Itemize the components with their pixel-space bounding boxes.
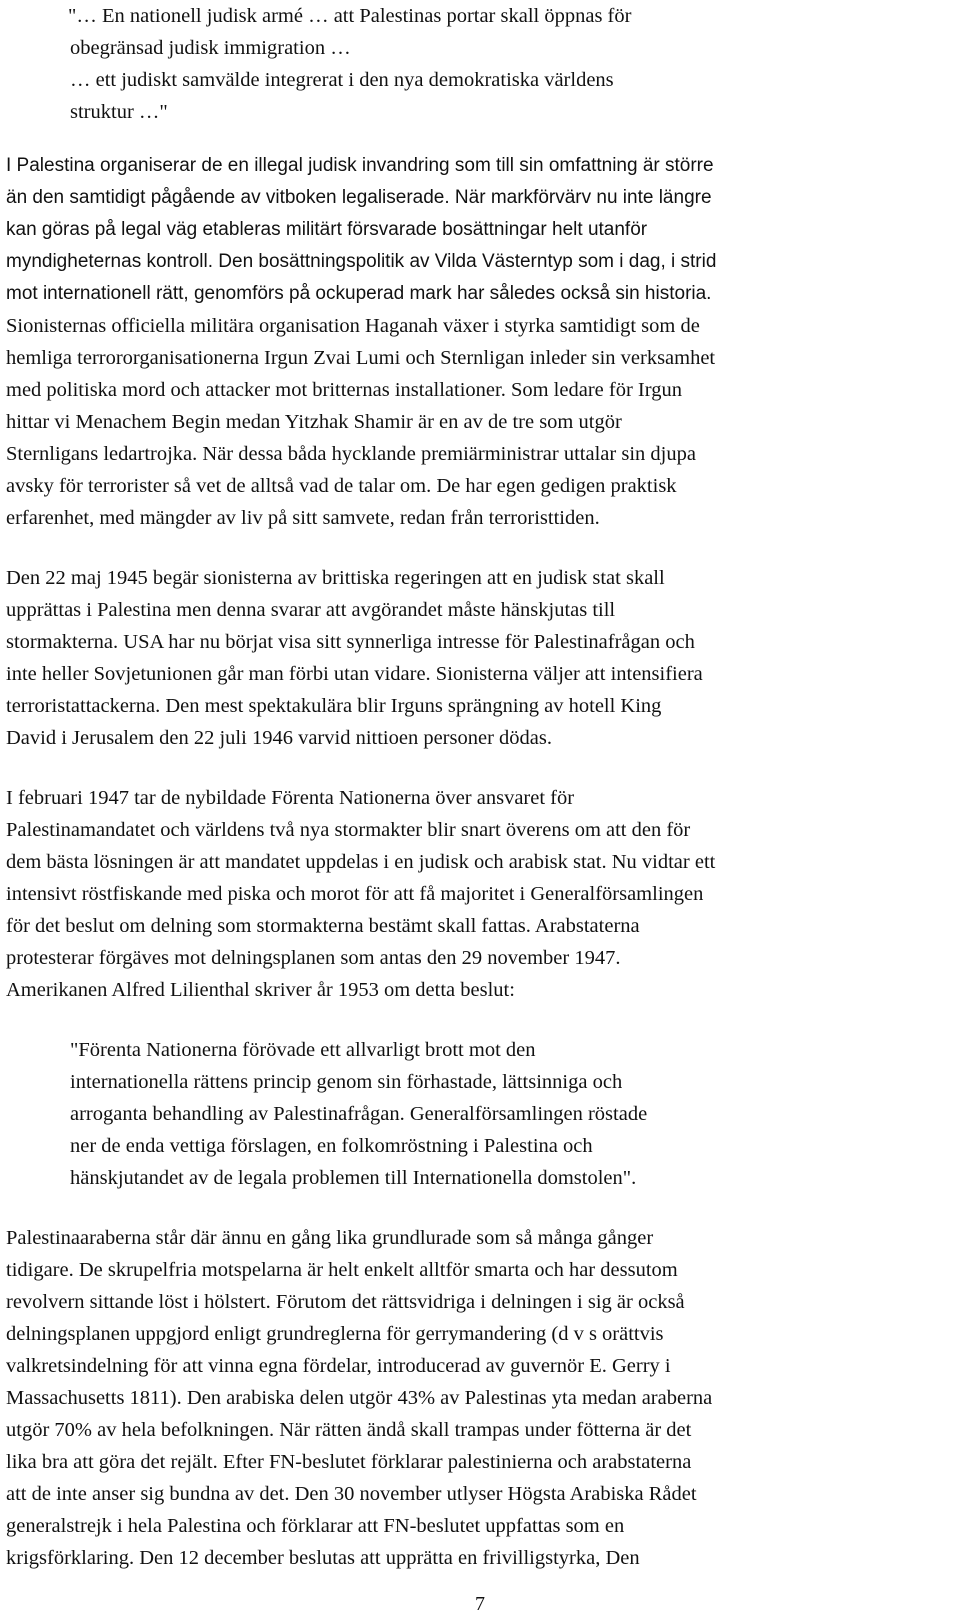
paragraph-line: inte heller Sovjetunionen går man förbi utan vidare. Sionisterna väljer att intensifiera: [6, 663, 703, 685]
paragraph-line: I februari 1947 tar de nybildade Förenta Nationerna över ansvaret för: [6, 787, 575, 809]
paragraph-line: protesterar förgäves mot delningsplanen som antas den 29 november 1947.: [6, 947, 621, 969]
paragraph-line: tidigare. De skrupelfria motspelarna är helt enkelt alltför smarta och har dessutom: [6, 1259, 678, 1281]
paragraph-2: [6, 562, 906, 754]
block-quote-line: ner de enda vettiga förslagen, en folkomröstning i Palestina och: [70, 1135, 593, 1157]
paragraph-line: hemliga terrororganisationerna Irgun Zvai Lumi och Sternligan inleder sin verksamhet: [6, 347, 716, 369]
paragraph-line: I Palestina organiserar de en illegal judisk invandring som till sin omfattning är större: [6, 155, 714, 176]
paragraph-line: delningsplanen uppgjord enligt grundreglerna för gerrymandering (d v s orättvis: [6, 1323, 664, 1345]
paragraph-line: Sionisternas officiella militära organisation Haganah växer i styrka samtidigt som de: [6, 315, 700, 337]
paragraph-line: David i Jerusalem den 22 juli 1946 varvid nittioen personer dödas.: [6, 727, 552, 749]
block-quote-line: arroganta behandling av Palestinafrågan. Generalförsamlingen röstade: [70, 1103, 648, 1125]
paragraph-line: kan göras på legal väg etableras militärt försvarade bosättningar helt utanför: [6, 219, 648, 240]
paragraph-line: hittar vi Menachem Begin medan Yitzhak Shamir är en av de tre som utgör: [6, 411, 622, 433]
paragraph-line: utgör 70% av hela befolkningen. När rätten ändå skall trampas under fötterna är det: [6, 1419, 692, 1441]
paragraph-line: valkretsindelning för att vinna egna fördelar, introducerad av guvernör E. Gerry i: [6, 1355, 671, 1377]
paragraph-line: Palestinamandatet och världens två nya stormakter blir snart överens om att den för: [6, 819, 691, 841]
paragraph-line: generalstrejk i hela Palestina och förklarar att FN-beslutet uppfattas som en: [6, 1515, 625, 1537]
paragraph-line: Amerikanen Alfred Lilienthal skriver år 1953 om detta beslut:: [6, 979, 515, 1001]
paragraph-line: att de inte anser sig bundna av det. Den 30 november utlyser Högsta Arabiska Rådet: [6, 1483, 697, 1505]
paragraph-line: än den samtidigt pågående av vitboken legaliserade. När markförvärv nu inte längre: [6, 187, 712, 208]
opening-quote-line: "… En nationell judisk armé … att Palestinas portar skall öppnas för: [68, 5, 632, 27]
paragraph-line: Palestinaaraberna står där ännu en gång lika grundlurade som så många gånger: [6, 1227, 654, 1249]
paragraph-line: stormakterna. USA har nu börjat visa sitt synnerliga intresse för Palestinafrågan och: [6, 631, 695, 653]
paragraph-line: Den 22 maj 1945 begär sionisterna av brittiska regeringen att en judisk stat skall: [6, 567, 665, 589]
paragraph-4: [6, 1222, 906, 1574]
block-quote-line: internationella rättens princip genom sin förhastade, lättsinniga och: [70, 1071, 623, 1093]
paragraph-line: krigsförklaring. Den 12 december beslutas att upprätta en frivilligstyrka, Den: [6, 1547, 640, 1569]
opening-quote-line: … ett judiskt samvälde integrerat i den nya demokratiska världens: [70, 69, 614, 91]
paragraph-line: terroristattackerna. Den mest spektakulära blir Irguns sprängning av hotell King: [6, 695, 662, 717]
paragraph-line: mot internationell rätt, genomförs på ockuperad mark har således också sin historia.: [6, 283, 712, 304]
paragraph-line: för det beslut om delning som stormakterna bestämt skall fattas. Arabstaterna: [6, 915, 640, 937]
paragraph-line: Sternligans ledartrojka. När dessa båda hycklande premiärministrar uttalar sin djupa: [6, 443, 696, 465]
paragraph-1: [6, 150, 906, 534]
paragraph-line: med politiska mord och attacker mot britternas installationer. Som ledare för Irgun: [6, 379, 682, 401]
document-page: [6, 0, 906, 1574]
opening-quote-line: obegränsad judisk immigration …: [70, 37, 351, 59]
block-quote-line: "Förenta Nationerna förövade ett allvarligt brott mot den: [70, 1039, 536, 1061]
paragraph-line: avsky för terrorister så vet de alltså vad de talar om. De har egen gedigen praktisk: [6, 475, 677, 497]
paragraph-line: Massachusetts 1811). Den arabiska delen utgör 43% av Palestinas yta medan araberna: [6, 1387, 713, 1409]
page-number: 7: [475, 1593, 485, 1615]
block-quote-line: hänskjutandet av de legala problemen till Internationella domstolen".: [70, 1167, 637, 1189]
paragraph-line: dem bästa lösningen är att mandatet uppdelas i en judisk och arabisk stat. Nu vidtar ett: [6, 851, 716, 873]
block-quote: [6, 1034, 906, 1194]
opening-quote: [6, 0, 906, 128]
paragraph-line: lika bra att göra det rejält. Efter FN-beslutet förklarar palestinierna och arabstaterna: [6, 1451, 692, 1473]
opening-quote-line: struktur …": [70, 101, 168, 123]
paragraph-line: intensivt röstfiskande med piska och morot för att få majoritet i Generalförsamlingen: [6, 883, 704, 905]
paragraph-line: upprättas i Palestina men denna svarar att avgörandet måste hänskjutas till: [6, 599, 616, 621]
paragraph-line: erfarenhet, med mängder av liv på sitt samvete, redan från terroristtiden.: [6, 507, 600, 529]
paragraph-line: myndigheternas kontroll. Den bosättningspolitik av Vilda Västerntyp som i dag, i strid: [6, 251, 717, 272]
paragraph-line: revolvern sittande löst i hölstert. Förutom det rättsvidriga i delningen i sig är också: [6, 1291, 685, 1313]
paragraph-3: [6, 782, 906, 1006]
